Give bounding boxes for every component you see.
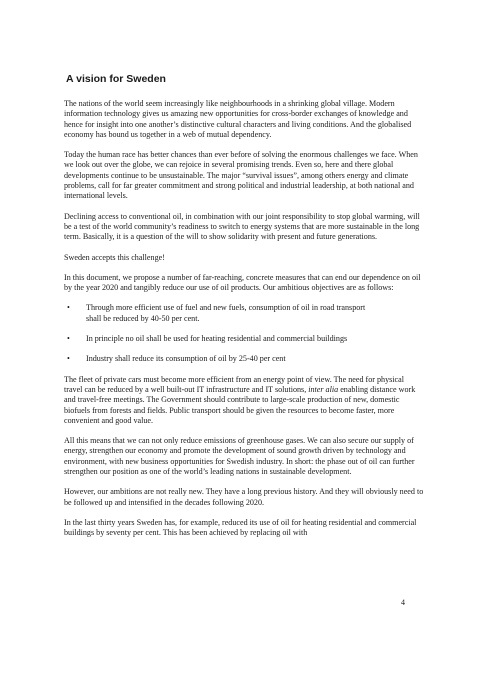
bullet-text-continued: shall be reduced by 40-50 per cent.: [86, 313, 200, 323]
paragraph-challenge-accepted: Sweden accepts this challenge!: [64, 252, 165, 262]
page-number: 4: [401, 598, 405, 607]
bullet-symbol: •: [67, 354, 70, 364]
text-run: The fleet of private cars must become more efficient from an energy point of view. The need for physical travel can be reduced by a well built-out IT infrastructure and IT solutions,: [64, 374, 404, 394]
body-text: [64, 99, 424, 549]
paragraph-thirty-years: In the last thirty years Sweden has, for example, reduced its use of oil for heating residential and commercial buildings by seventy per cent. This has been achieved by replacing oil with: [64, 517, 417, 538]
bullet-text: Through more efficient use of fuel and new fuels, consumption of oil in road transport: [86, 303, 366, 313]
paragraph-intro: The nations of the world seem increasingly like neighbourhoods in a shrinking global village. Modern information technology gives us amazing new opportunities for cross-border exchanges of knowledge and hence for insight into one another’s distinctive cultural characters and living conditions. And the globalised economy has bound us together in a web of mutual dependency.: [64, 99, 412, 139]
list-item: [64, 354, 424, 364]
paragraph-benefits: All this means that we can not only reduce emissions of greenhouse gases. We can also secure our supply of energy, strengthen our economy and promote the development of sound growth driven by technology and environment, with new business opportunities for Swedish industry. In short: the phase out of oil can further strengthen our position as one of the world’s leading nations in sustainable development.: [64, 436, 415, 477]
italic-text: inter alia: [308, 384, 339, 394]
list-item: [64, 334, 424, 344]
bullet-text: In principle no oil shall be used for heating residential and commercial buildings: [86, 334, 348, 344]
paragraph-history: However, our ambitions are not really new. They have a long previous history. And they will obviously need to be followed up and intensified in the decades following 2020.: [64, 487, 424, 507]
bullet-symbol: •: [67, 334, 70, 344]
paragraph-oil-access: Declining access to conventional oil, in combination with our joint responsibility to stop global warming, will be a test of the world community’s readiness to switch to energy systems that are more sustainable in the long term. Basically, it is a question of the will to show solidarity with present and future generations.: [64, 211, 420, 242]
paragraph-challenges: Today the human race has better chances than ever before of solving the enormous challenges we face. When we look out over the globe, we can rejoice in several promising trends. Even so, here and there global developments continue to be unsustainable. The major “survival issues”, among others energy and climate problems, call for far greater commitment and strong political and industrial leadership, at both national and international levels.: [64, 150, 418, 201]
objectives-list: [64, 303, 424, 364]
text-run: enabling distance work and travel-free meetings. The Government should contribute to large-scale production of new, domestic biofuels from forests and fields. Public transport should be given the resources to become faster, more convenient and good value.: [64, 384, 416, 425]
bullet-symbol: •: [67, 303, 70, 313]
page-title: A vision for Sweden: [66, 73, 166, 85]
list-item: [64, 303, 424, 324]
paragraph-proposal: In this document, we propose a number of far-reaching, concrete measures that can end our dependence on oil by the year 2020 and tangibly reduce our use of oil products. Our ambitious objectives are as follows:: [64, 272, 421, 293]
paragraph-private-cars: [64, 375, 424, 426]
bullet-text: Industry shall reduce its consumption of oil by 25-40 per cent: [86, 354, 286, 364]
